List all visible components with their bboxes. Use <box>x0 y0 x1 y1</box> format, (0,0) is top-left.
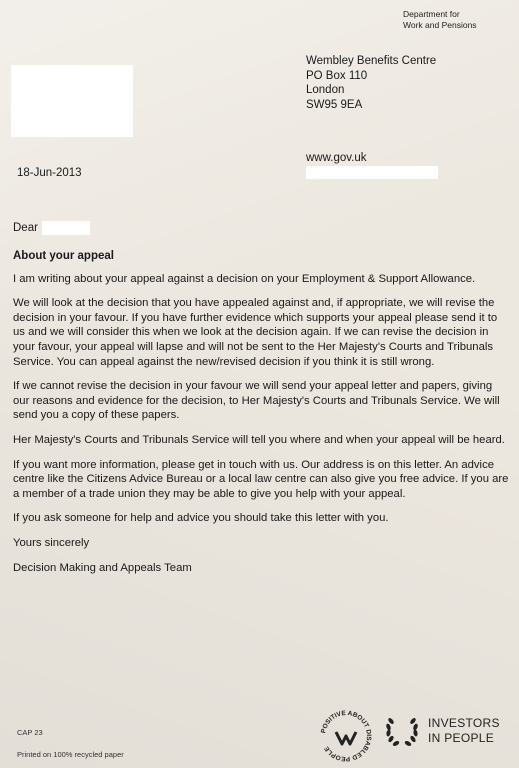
letter-body <box>13 249 509 585</box>
department-line-2: Work and Pensions <box>403 20 477 30</box>
sender-address <box>306 54 436 112</box>
address-line-1: Wembley Benefits Centre <box>306 55 437 67</box>
redacted-recipient-name <box>42 221 90 235</box>
iip-line-1: INVESTORS <box>428 716 500 730</box>
positive-about-disabled-people-logo <box>318 708 374 764</box>
address-line-2: PO Box 110 <box>306 69 368 82</box>
paragraph-3: If we cannot revise the decision in your favour we will send your appeal letter and papers, giving our reasons and evidence for the decision, to Her Majesty's Courts and Tribunals Service. We will send you a copy of these papers. <box>13 380 500 422</box>
address-line-3: London <box>306 84 345 96</box>
recycled-note: Printed on 100% recycled paper <box>17 750 124 759</box>
paragraph-6: If you ask someone for help and advice you should take this letter with you. <box>13 512 389 525</box>
investors-in-people-logo-text <box>428 716 500 746</box>
paragraph-1: I am writing about your appeal against a decision on your Employment & Support Allowance. <box>13 272 476 285</box>
closing: Yours sincerely <box>13 536 90 549</box>
department-line-1: Department for <box>403 9 460 19</box>
letter-date: 18-Jun-2013 <box>17 167 82 179</box>
letter-subject: About your appeal <box>13 250 114 262</box>
website-link: www.gov.uk <box>306 152 367 164</box>
address-line-4: SW95 9EA <box>306 98 363 111</box>
redacted-reference <box>306 166 438 179</box>
paragraph-4: Her Majesty's Courts and Tribunals Service will tell you where and when your appeal will be heard. <box>13 433 505 446</box>
paragraph-5: If you want more information, please get in touch with us. Our address is on this letter. An advice centre like the Citizens Advice Bureau or a local law centre can also give you free advice. If you are a member of a trade union they may be able to give you help with your appeal. <box>13 458 509 500</box>
paragraph-2: We will look at the decision that you have appealed against and, if appropriate, we will revise the decision in your favour. If you have further evidence which supports your appeal please send it to us and we will consider this when we look at the decision again. If we can revise the decision in your favour, your appeal will lapse and will not be sent to the Her Majesty's Courts and Tribunals Service. You can appeal against the new/revised decision if you think it is still wrong. <box>13 297 498 368</box>
department-header <box>403 9 477 31</box>
iip-line-2: IN PEOPLE <box>428 731 495 745</box>
signature: Decision Making and Appeals Team <box>13 561 192 574</box>
form-code: CAP 23 <box>17 728 43 737</box>
salutation <box>13 222 38 234</box>
redacted-recipient-address <box>11 65 133 137</box>
investors-in-people-laurel-icon <box>384 712 420 748</box>
salutation-text: Dear <box>13 222 38 234</box>
svg-text:POSITIVE ABOUT DISABLED PEOPLE: POSITIVE ABOUT DISABLED PEOPLE <box>320 709 373 763</box>
